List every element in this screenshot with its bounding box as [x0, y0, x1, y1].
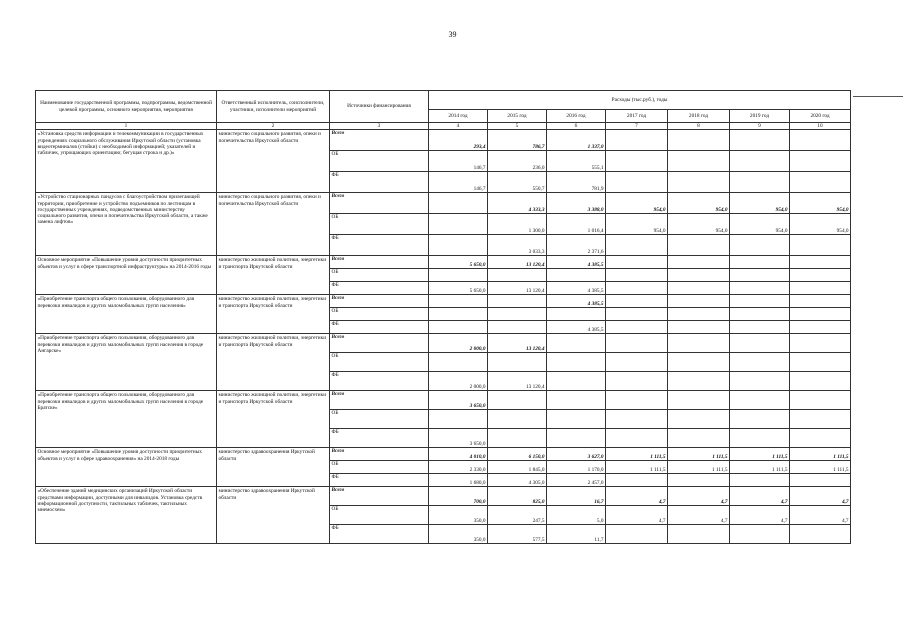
amount-cell	[668, 474, 730, 487]
amount-cell	[606, 130, 668, 151]
amount-cell: 5 650,0	[429, 256, 488, 269]
amount-cell	[790, 172, 851, 193]
amount-cell	[606, 235, 668, 256]
amount-cell	[730, 235, 790, 256]
amount-cell	[429, 269, 488, 282]
amount-cell: 4,7	[730, 487, 790, 506]
amount-cell	[429, 308, 488, 321]
header-row-1	[36, 91, 851, 110]
amount-cell	[606, 372, 668, 391]
amount-cell: 4 010,0	[429, 448, 488, 461]
program-name-cell: Основное мероприятие «Повышение уровня доступности приоритетных объектов и услуг в сфере здравоохранения» на 2014-2018 годы	[36, 448, 217, 487]
executor-cell: министерство жилищной политики, энергетики и транспорта Иркутской области	[217, 256, 330, 295]
funding-table	[35, 90, 851, 544]
amount-cell	[730, 410, 790, 429]
amount-cell: 247,5	[488, 506, 547, 525]
amount-cell	[488, 429, 547, 448]
amount-cell: 1 680,0	[429, 474, 488, 487]
amount-cell	[730, 321, 790, 334]
table-row	[36, 334, 851, 353]
amount-cell: 3 033,3	[488, 235, 547, 256]
amount-cell: 1 016,4	[547, 214, 606, 235]
amount-cell: 16,7	[547, 487, 606, 506]
header-year: 2017 год	[606, 110, 668, 123]
amount-cell	[429, 193, 488, 214]
amount-cell	[429, 214, 488, 235]
amount-cell	[488, 410, 547, 429]
amount-cell: 350,0	[429, 506, 488, 525]
amount-cell: 13 120,4	[488, 372, 547, 391]
funding-source-cell: Всего	[330, 256, 429, 269]
column-number: 3	[330, 123, 429, 130]
amount-cell	[730, 525, 790, 544]
amount-cell: 146,7	[429, 172, 488, 193]
amount-cell: 700,0	[429, 487, 488, 506]
header-year: 2019 год	[730, 110, 790, 123]
funding-source-cell: ФБ	[330, 474, 429, 487]
table-row	[36, 295, 851, 308]
amount-cell	[668, 256, 730, 269]
amount-cell	[488, 269, 547, 282]
funding-source-cell: ФБ	[330, 321, 429, 334]
amount-cell: 5,0	[547, 506, 606, 525]
amount-cell: 555,1	[547, 151, 606, 172]
column-number: 5	[488, 123, 547, 130]
amount-cell	[730, 474, 790, 487]
executor-cell: министерство здравоохранения Иркутской области	[217, 487, 330, 544]
funding-source-cell: Всего	[330, 130, 429, 151]
amount-cell	[547, 308, 606, 321]
amount-cell	[668, 308, 730, 321]
amount-cell	[668, 525, 730, 544]
column-number: 2	[217, 123, 330, 130]
amount-cell: 6 150,0	[488, 448, 547, 461]
amount-cell	[606, 525, 668, 544]
amount-cell	[730, 429, 790, 448]
amount-cell: 954,0	[668, 193, 730, 214]
amount-cell: 4,7	[730, 506, 790, 525]
amount-cell	[668, 372, 730, 391]
amount-cell	[488, 321, 547, 334]
amount-cell: 4,7	[606, 506, 668, 525]
program-name-cell: «Устройство стационарных пандусов с благоустройством прилегающей территории, приобретение и устройство подъемников по лестницам в государственных учреждениях, подведомственных министерству социального развития, опеки и попечительства Иркутской области, а также замена лифтов»	[36, 193, 217, 256]
amount-cell	[606, 269, 668, 282]
amount-cell: 236,0	[488, 151, 547, 172]
header-year: 2018 год	[668, 110, 730, 123]
amount-cell	[668, 235, 730, 256]
amount-cell	[790, 269, 851, 282]
program-name-cell: «Приобретение транспорта общего пользования, оборудованного для перевозки инвалидов и других маломобильных групп населения в городе Ангарске»	[36, 334, 217, 391]
program-name-cell: «Установка средств информации и телекоммуникации в государственных учреждениях социального обслуживания Иркутской области (установка видеотерминалов (стойки) с необходимой информацией; указателей и табличек, упрощающих ориентацию; бегущая строка и др.)»	[36, 130, 217, 193]
amount-cell: 550,7	[488, 172, 547, 193]
amount-cell: 2 000,0	[429, 334, 488, 353]
amount-cell	[730, 334, 790, 353]
amount-cell: 4 385,5	[547, 295, 606, 308]
amount-cell	[668, 391, 730, 410]
amount-cell	[429, 321, 488, 334]
amount-cell	[730, 269, 790, 282]
amount-cell	[606, 334, 668, 353]
amount-cell	[488, 391, 547, 410]
amount-cell: 146,7	[429, 151, 488, 172]
amount-cell	[668, 410, 730, 429]
amount-cell	[790, 308, 851, 321]
column-number: 9	[730, 123, 790, 130]
column-number: 4	[429, 123, 488, 130]
amount-cell: 11,7	[547, 525, 606, 544]
amount-cell: 4 305,0	[488, 474, 547, 487]
amount-cell: 3 388,0	[547, 193, 606, 214]
funding-source-cell: ОБ	[330, 410, 429, 429]
amount-cell: 954,0	[730, 214, 790, 235]
header-executor: Ответственный исполнитель, соисполнители, участники, исполнители мероприятий	[217, 91, 330, 123]
amount-cell: 786,7	[488, 130, 547, 151]
amount-cell: 825,0	[488, 487, 547, 506]
amount-cell: 1 111,5	[790, 461, 851, 474]
amount-cell: 4,7	[668, 487, 730, 506]
amount-cell	[547, 372, 606, 391]
executor-cell: министерство здравоохранения Иркутской области	[217, 448, 330, 487]
funding-source-cell: ФБ	[330, 172, 429, 193]
funding-source-cell: ОБ	[330, 308, 429, 321]
table-row	[36, 256, 851, 269]
amount-cell	[730, 295, 790, 308]
amount-cell: 350,0	[429, 525, 488, 544]
funding-source-cell: Всего	[330, 334, 429, 353]
amount-cell	[790, 282, 851, 295]
header-expenses: Расходы (тыс.руб.), годы	[429, 91, 851, 110]
funding-source-cell: Всего	[330, 487, 429, 506]
funding-source-cell: ФБ	[330, 525, 429, 544]
amount-cell	[790, 256, 851, 269]
amount-cell	[606, 295, 668, 308]
amount-cell	[790, 334, 851, 353]
executor-cell: министерство социального развития, опеки и попечительства Иркутской области	[217, 193, 330, 256]
amount-cell: 4,7	[606, 487, 668, 506]
amount-cell: 3 650,0	[429, 391, 488, 410]
funding-source-cell: ОБ	[330, 461, 429, 474]
amount-cell	[547, 334, 606, 353]
amount-cell	[429, 235, 488, 256]
funding-source-cell: ФБ	[330, 372, 429, 391]
amount-cell: 2 457,0	[547, 474, 606, 487]
amount-cell	[429, 410, 488, 429]
amount-cell	[790, 410, 851, 429]
amount-cell	[606, 308, 668, 321]
amount-cell	[790, 130, 851, 151]
amount-cell: 13 120,4	[488, 334, 547, 353]
amount-cell	[606, 410, 668, 429]
amount-cell	[668, 295, 730, 308]
amount-cell	[668, 353, 730, 372]
amount-cell: 1 300,0	[488, 214, 547, 235]
amount-cell: 4 385,5	[547, 321, 606, 334]
amount-cell	[429, 295, 488, 308]
amount-cell: 3 650,0	[429, 429, 488, 448]
amount-cell	[606, 353, 668, 372]
amount-cell	[606, 172, 668, 193]
scan-edge-line	[853, 96, 903, 97]
amount-cell: 3 627,0	[547, 448, 606, 461]
funding-source-cell: ОБ	[330, 506, 429, 525]
amount-cell	[790, 151, 851, 172]
amount-cell	[606, 429, 668, 448]
amount-cell	[606, 282, 668, 295]
funding-source-cell: Всего	[330, 448, 429, 461]
amount-cell: 4,7	[668, 506, 730, 525]
program-name-cell: «Обеспечение зданий медицинских организаций Иркутской области средствами информации, доступными для инвалидов. Установка средств информационной доступности, тактильных табличек, тактильных мнемосхем»	[36, 487, 217, 544]
amount-cell: 2 000,0	[429, 372, 488, 391]
amount-cell	[790, 474, 851, 487]
amount-cell	[790, 429, 851, 448]
amount-cell	[547, 410, 606, 429]
amount-cell: 4,7	[790, 487, 851, 506]
amount-cell	[668, 130, 730, 151]
amount-cell: 2 330,0	[429, 461, 488, 474]
amount-cell	[488, 295, 547, 308]
amount-cell	[730, 282, 790, 295]
column-number: 6	[547, 123, 606, 130]
amount-cell	[730, 353, 790, 372]
column-number: 8	[668, 123, 730, 130]
amount-cell	[790, 525, 851, 544]
amount-cell	[790, 235, 851, 256]
funding-source-cell: ОБ	[330, 353, 429, 372]
amount-cell: 4 385,5	[547, 282, 606, 295]
amount-cell	[547, 391, 606, 410]
amount-cell	[606, 321, 668, 334]
executor-cell: министерство жилищной политики, энергетики и транспорта Иркутской области	[217, 391, 330, 448]
amount-cell	[547, 429, 606, 448]
amount-cell: 1 111,5	[668, 448, 730, 461]
amount-cell	[668, 321, 730, 334]
executor-cell: министерство жилищной политики, энергетики и транспорта Иркутской области	[217, 334, 330, 391]
funding-source-cell: ОБ	[330, 269, 429, 282]
amount-cell	[730, 172, 790, 193]
header-program-name: Наименование государственной программы, подпрограммы, ведомственной целевой программы, основного мероприятия, мероприятия	[36, 91, 217, 123]
amount-cell	[790, 295, 851, 308]
amount-cell	[547, 353, 606, 372]
funding-source-cell: Всего	[330, 295, 429, 308]
column-number: 1	[36, 123, 217, 130]
page-number: 39	[448, 30, 457, 39]
funding-source-cell: ОБ	[330, 214, 429, 235]
program-name-cell: «Приобретение транспорта общего пользования, оборудованного для перевозки инвалидов и других маломобильных групп населения в городе Братске»	[36, 391, 217, 448]
amount-cell	[790, 391, 851, 410]
amount-cell: 5 650,0	[429, 282, 488, 295]
funding-source-cell: ФБ	[330, 235, 429, 256]
amount-cell: 954,0	[730, 193, 790, 214]
amount-cell: 954,0	[668, 214, 730, 235]
amount-cell: 1 111,5	[790, 448, 851, 461]
amount-cell	[730, 391, 790, 410]
table-row	[36, 487, 851, 506]
column-number: 7	[606, 123, 668, 130]
amount-cell: 1 337,0	[547, 130, 606, 151]
amount-cell: 4,7	[790, 506, 851, 525]
header-funding-source: Источники финансирования	[330, 91, 429, 123]
amount-cell: 1 111,5	[730, 448, 790, 461]
amount-cell	[488, 308, 547, 321]
program-name-cell: Основное мероприятие «Повышение уровня доступности приоритетных объектов и услуг в сфере транспортной инфраструктуры» на 2014-2016 годы	[36, 256, 217, 295]
amount-cell	[668, 429, 730, 448]
amount-cell	[668, 172, 730, 193]
amount-cell	[790, 321, 851, 334]
amount-cell	[547, 269, 606, 282]
amount-cell	[606, 474, 668, 487]
table-row	[36, 193, 851, 214]
executor-cell: министерство жилищной политики, энергетики и транспорта Иркутской области	[217, 295, 330, 334]
table-row	[36, 448, 851, 461]
amount-cell	[606, 256, 668, 269]
amount-cell: 2 371,6	[547, 235, 606, 256]
header-year: 2016 год	[547, 110, 606, 123]
amount-cell: 4 385,5	[547, 256, 606, 269]
header-year: 2014 год	[429, 110, 488, 123]
amount-cell: 1 111,5	[606, 448, 668, 461]
table-row	[36, 391, 851, 410]
amount-cell	[668, 269, 730, 282]
amount-cell	[730, 256, 790, 269]
amount-cell: 1 170,0	[547, 461, 606, 474]
executor-cell: министерство социального развития, опеки и попечительства Иркутской области	[217, 130, 330, 193]
table-row	[36, 130, 851, 151]
amount-cell	[606, 151, 668, 172]
funding-source-cell: ФБ	[330, 282, 429, 295]
amount-cell	[790, 353, 851, 372]
amount-cell: 954,0	[606, 214, 668, 235]
table-body	[36, 91, 851, 544]
program-name-cell: «Приобретение транспорта общего пользования, оборудованного для перевозки инвалидов и других маломобильных групп населения»	[36, 295, 217, 334]
amount-cell	[488, 353, 547, 372]
amount-cell: 293,4	[429, 130, 488, 151]
funding-source-cell: ФБ	[330, 429, 429, 448]
amount-cell	[429, 353, 488, 372]
amount-cell	[730, 130, 790, 151]
amount-cell: 781,9	[547, 172, 606, 193]
column-number-row	[36, 123, 851, 130]
amount-cell	[606, 391, 668, 410]
amount-cell: 954,0	[606, 193, 668, 214]
amount-cell: 4 333,3	[488, 193, 547, 214]
amount-cell: 1 111,5	[668, 461, 730, 474]
amount-cell	[730, 372, 790, 391]
amount-cell: 954,0	[790, 214, 851, 235]
header-year: 2020 год	[790, 110, 851, 123]
amount-cell	[668, 282, 730, 295]
amount-cell: 13 120,4	[488, 282, 547, 295]
amount-cell	[668, 334, 730, 353]
amount-cell	[790, 372, 851, 391]
amount-cell	[730, 308, 790, 321]
funding-source-cell: ОБ	[330, 151, 429, 172]
funding-source-cell: Всего	[330, 193, 429, 214]
amount-cell: 1 111,5	[606, 461, 668, 474]
amount-cell: 1 845,0	[488, 461, 547, 474]
amount-cell: 577,5	[488, 525, 547, 544]
header-year: 2015 год	[488, 110, 547, 123]
amount-cell: 954,0	[790, 193, 851, 214]
funding-source-cell: Всего	[330, 391, 429, 410]
amount-cell	[668, 151, 730, 172]
column-number: 10	[790, 123, 851, 130]
amount-cell	[730, 151, 790, 172]
amount-cell: 13 120,4	[488, 256, 547, 269]
amount-cell: 1 111,5	[730, 461, 790, 474]
